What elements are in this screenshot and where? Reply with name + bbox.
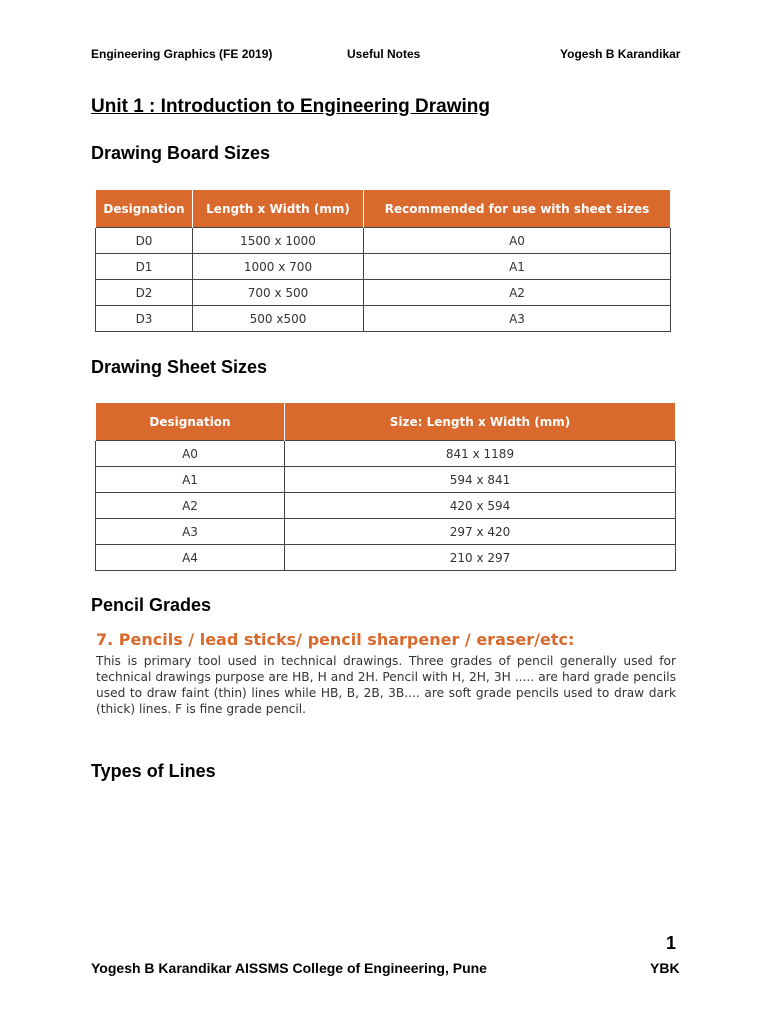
table-row xyxy=(96,306,671,332)
column-header-recommended-sheet: Recommended for use with sheet sizes xyxy=(364,190,671,228)
table-cell: 1500 x 1000 xyxy=(193,228,364,254)
header-notes-label: Useful Notes xyxy=(347,47,421,61)
pencil-excerpt xyxy=(96,630,676,717)
table-cell: A1 xyxy=(364,254,671,280)
pencil-excerpt-body: This is primary tool used in technical drawings. Three grades of pencil generally used for technical drawings purpose are HB, H and 2H. Pencil with H, 2H, 3H ..... are hard grade pencils used to draw faint (thin) lines while HB, B, 2B, 3B.... are soft grade pencils used to draw dark (thick) lines. F is fine grade pencil. xyxy=(96,654,676,716)
table-cell: D2 xyxy=(96,280,193,306)
table-cell: D0 xyxy=(96,228,193,254)
table-row xyxy=(96,254,671,280)
table-cell: A1 xyxy=(96,467,285,493)
table-cell: D3 xyxy=(96,306,193,332)
footer-author-institution: Yogesh B Karandikar AISSMS College of Engineering, Pune xyxy=(91,960,487,976)
table-row xyxy=(96,467,676,493)
header-author: Yogesh B Karandikar xyxy=(560,47,681,61)
column-header-length-width: Length x Width (mm) xyxy=(193,190,364,228)
table-cell: 1000 x 700 xyxy=(193,254,364,280)
table-row xyxy=(96,519,676,545)
sheet-section-title: Drawing Sheet Sizes xyxy=(91,357,268,377)
table-cell: A4 xyxy=(96,545,285,571)
table-row xyxy=(96,228,671,254)
table-cell: A0 xyxy=(96,441,285,467)
column-header-size: Size: Length x Width (mm) xyxy=(285,403,676,441)
page-number: 1 xyxy=(666,933,677,953)
lines-section-title: Types of Lines xyxy=(91,761,216,781)
table-cell: D1 xyxy=(96,254,193,280)
header-course-title: Engineering Graphics (FE 2019) xyxy=(91,47,273,61)
table-cell: 500 x500 xyxy=(193,306,364,332)
column-header-designation: Designation xyxy=(96,190,193,228)
table-header-row xyxy=(96,403,676,441)
table-row xyxy=(96,280,671,306)
board-section-title: Drawing Board Sizes xyxy=(91,143,271,163)
table-cell: 594 x 841 xyxy=(285,467,676,493)
table-header-row xyxy=(96,190,671,228)
table-cell: 841 x 1189 xyxy=(285,441,676,467)
table-row xyxy=(96,545,676,571)
table-cell: A0 xyxy=(364,228,671,254)
table-cell: 700 x 500 xyxy=(193,280,364,306)
pencil-excerpt-heading: 7. Pencils / lead sticks/ pencil sharpener / eraser/etc: xyxy=(96,630,575,649)
table-cell: A2 xyxy=(364,280,671,306)
table-cell: A3 xyxy=(364,306,671,332)
table-cell: 297 x 420 xyxy=(285,519,676,545)
table-row xyxy=(96,493,676,519)
unit-title: Unit 1 : Introduction to Engineering Drawing xyxy=(91,96,490,117)
pencil-section-title: Pencil Grades xyxy=(91,595,212,615)
column-header-designation: Designation xyxy=(96,403,285,441)
table-row xyxy=(96,441,676,467)
table-cell: 210 x 297 xyxy=(285,545,676,571)
table-cell: 420 x 594 xyxy=(285,493,676,519)
table-cell: A2 xyxy=(96,493,285,519)
table-cell: A3 xyxy=(96,519,285,545)
drawing-board-sizes-table xyxy=(95,189,671,332)
drawing-sheet-sizes-table xyxy=(95,402,676,571)
footer-initials: YBK xyxy=(650,960,680,976)
